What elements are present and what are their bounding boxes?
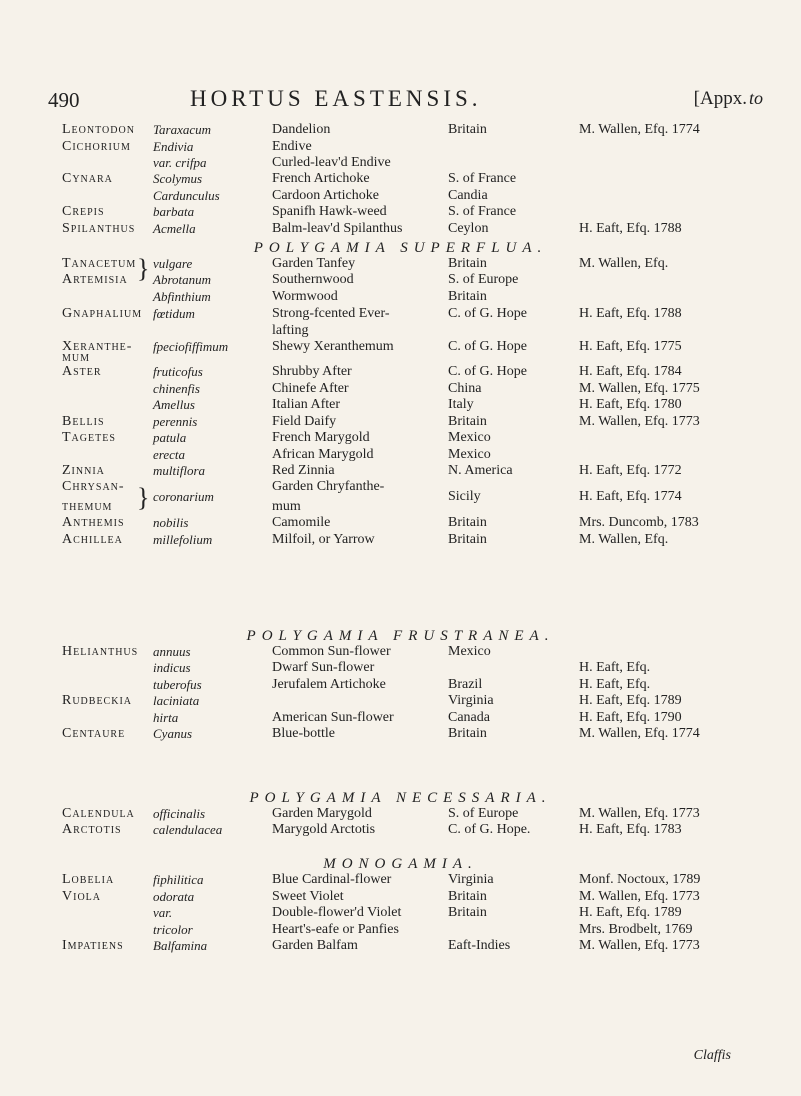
species: millefolium — [153, 532, 213, 547]
cultivator: H. Eaft, Efq. 1790 — [579, 710, 682, 725]
species: indicus — [153, 660, 191, 675]
native-country: Britain — [448, 726, 487, 741]
genus: Arctotis — [62, 822, 122, 837]
genus: Calendula — [62, 806, 135, 821]
english-name: mum — [272, 499, 301, 514]
native-country: Mexico — [448, 430, 491, 445]
english-name: French Artichoke — [272, 171, 370, 186]
cultivator: Mrs. Duncomb, 1783 — [579, 515, 699, 530]
english-name: Chinefe After — [272, 381, 349, 396]
cultivator: M. Wallen, Efq. 1775 — [579, 381, 700, 396]
english-name: Double-flower'd Violet — [272, 905, 402, 920]
species: coronarium — [153, 489, 214, 504]
native-country: S. of France — [448, 171, 517, 186]
genus: Tanacetum — [62, 256, 137, 271]
native-country: Eaft-Indies — [448, 938, 511, 953]
english-name: Sweet Violet — [272, 889, 344, 904]
english-name: Garden Balfam — [272, 938, 358, 953]
brace-xeranthemum: } — [137, 254, 150, 283]
genus: themum — [62, 499, 113, 514]
english-name: Blue Cardinal-flower — [272, 872, 392, 887]
native-country: Virginia — [448, 872, 494, 887]
native-country: C. of G. Hope — [448, 306, 527, 321]
native-country: Britain — [448, 905, 487, 920]
native-country: Britain — [448, 122, 487, 137]
english-name: American Sun-flower — [272, 710, 394, 725]
species: Scolymus — [153, 171, 203, 186]
genus: Rudbeckia — [62, 693, 133, 708]
english-name: Shewy Xeranthemum — [272, 339, 394, 354]
cultivator: M. Wallen, Efq. — [579, 256, 669, 271]
english-name: Field Daify — [272, 414, 337, 429]
genus: Gnaphalium — [62, 306, 143, 321]
genus: Anthemis — [62, 515, 125, 530]
species: Amellus — [153, 397, 195, 412]
species: fruticofus — [153, 364, 203, 379]
english-name: Dandelion — [272, 122, 331, 137]
native-country: Mexico — [448, 644, 491, 659]
genus: Crepis — [62, 204, 105, 219]
english-name: Italian After — [272, 397, 341, 412]
english-name: Camomile — [272, 515, 331, 530]
appendix-suffix: to — [748, 88, 763, 108]
english-name: Spanifh Hawk-weed — [272, 204, 387, 219]
english-name: Strong-fcented Ever- — [272, 306, 390, 321]
species: annuus — [153, 644, 191, 659]
english-name: lafting — [272, 323, 309, 338]
native-country: Canada — [448, 710, 490, 725]
brace-chrysanthemum: } — [137, 483, 150, 512]
species: tricolor — [153, 922, 193, 937]
species: Taraxacum — [153, 122, 212, 137]
genus: Impatiens — [62, 938, 124, 953]
species: odorata — [153, 889, 195, 904]
cultivator: H. Eaft, Efq. 1784 — [579, 364, 682, 379]
genus: Bellis — [62, 414, 105, 429]
section-heading: POLYGAMIA SUPERFLUA. — [253, 240, 548, 256]
genus: Centaure — [62, 726, 126, 741]
appendix-label: [Appx. to — [693, 88, 763, 109]
genus: Artemisia — [62, 272, 128, 287]
native-country: S. of France — [448, 204, 517, 219]
species: var. — [153, 905, 173, 920]
cultivator: M. Wallen, Efq. 1774 — [579, 726, 700, 741]
species: Endivia — [153, 139, 194, 154]
species: Balfamina — [153, 938, 208, 953]
species: Cardunculus — [153, 188, 220, 203]
english-name: Marygold Arctotis — [272, 822, 376, 837]
genus: Tagetes — [62, 430, 116, 445]
native-country: Brazil — [448, 677, 483, 692]
section-heading: POLYGAMIA FRUSTRANEA. — [246, 628, 555, 644]
native-country: C. of G. Hope — [448, 364, 527, 379]
cultivator: H. Eaft, Efq. 1780 — [579, 397, 682, 412]
running-title: HORTUS EASTENSIS. — [190, 86, 482, 111]
native-country: C. of G. Hope — [448, 339, 527, 354]
page-number: 490 — [48, 88, 80, 112]
species: fiphilitica — [153, 872, 204, 887]
english-name: Southernwood — [272, 272, 354, 287]
species: fœtidum — [153, 306, 195, 321]
genus: Zinnia — [62, 463, 105, 478]
cultivator: M. Wallen, Efq. 1773 — [579, 938, 700, 953]
species: var. crifpa — [153, 155, 207, 170]
cultivator: M. Wallen, Efq. — [579, 532, 669, 547]
cultivator: H. Eaft, Efq. — [579, 677, 651, 692]
english-name: Balm-leav'd Spilanthus — [272, 221, 403, 236]
english-name: Common Sun-flower — [272, 644, 391, 659]
species: calendulacea — [153, 822, 223, 837]
species: chinenfis — [153, 381, 200, 396]
english-name: Blue-bottle — [272, 726, 335, 741]
native-country: Virginia — [448, 693, 494, 708]
species: Abfinthium — [153, 289, 211, 304]
english-name: Cardoon Artichoke — [272, 188, 379, 203]
species: officinalis — [153, 806, 205, 821]
english-name: Milfoil, or Yarrow — [272, 532, 375, 547]
section-heading: MONOGAMIA. — [323, 856, 478, 872]
native-country: Candia — [448, 188, 488, 203]
english-name: Dwarf Sun-flower — [272, 660, 375, 675]
english-name: Endive — [272, 139, 312, 154]
cultivator: H. Eaft, Efq. 1789 — [579, 905, 682, 920]
species: fpeciofiffimum — [153, 339, 229, 354]
genus: Cynara — [62, 171, 113, 186]
native-country: Britain — [448, 515, 487, 530]
cultivator: M. Wallen, Efq. 1773 — [579, 806, 700, 821]
native-country: China — [448, 381, 482, 396]
native-country: Ceylon — [448, 221, 489, 236]
species: laciniata — [153, 693, 200, 708]
native-country: C. of G. Hope. — [448, 822, 531, 837]
cultivator: H. Eaft, Efq. — [579, 660, 651, 675]
cultivator: H. Eaft, Efq. 1775 — [579, 339, 682, 354]
section-heading: POLYGAMIA NECESSARIA. — [249, 790, 552, 806]
cultivator: M. Wallen, Efq. 1774 — [579, 122, 700, 137]
native-country: Britain — [448, 889, 487, 904]
english-name: Wormwood — [272, 289, 338, 304]
species: multiflora — [153, 463, 206, 478]
species: barbata — [153, 204, 195, 219]
english-name: French Marygold — [272, 430, 370, 445]
cultivator: H. Eaft, Efq. 1788 — [579, 306, 682, 321]
english-name: Jerufalem Artichoke — [272, 677, 386, 692]
english-name: Garden Marygold — [272, 806, 372, 821]
english-name: Curled-leav'd Endive — [272, 155, 391, 170]
english-name: African Marygold — [272, 447, 374, 462]
cultivator: H. Eaft, Efq. 1788 — [579, 221, 682, 236]
genus: mum — [62, 350, 91, 365]
cultivator: H. Eaft, Efq. 1774 — [579, 489, 682, 504]
genus: Viola — [62, 889, 101, 904]
page-header — [48, 88, 763, 118]
cultivator: H. Eaft, Efq. 1783 — [579, 822, 682, 837]
native-country: Sicily — [448, 489, 481, 504]
species: patula — [153, 430, 187, 445]
cultivator: M. Wallen, Efq. 1773 — [579, 414, 700, 429]
cultivator: H. Eaft, Efq. 1789 — [579, 693, 682, 708]
species: perennis — [153, 414, 198, 429]
native-country: Mexico — [448, 447, 491, 462]
species: nobilis — [153, 515, 189, 530]
cultivator: M. Wallen, Efq. 1773 — [579, 889, 700, 904]
species: Abrotanum — [153, 272, 212, 287]
english-name: Red Zinnia — [272, 463, 335, 478]
genus: Xeranthe- — [62, 339, 133, 354]
genus: Achillea — [62, 532, 123, 547]
genus: Chrysan- — [62, 479, 125, 494]
genus: Leontodon — [62, 122, 135, 137]
genus: Spilanthus — [62, 221, 136, 236]
genus: Aster — [62, 364, 102, 379]
cultivator: Mrs. Brodbelt, 1769 — [579, 922, 693, 937]
species: Cyanus — [153, 726, 192, 741]
cultivator: H. Eaft, Efq. 1772 — [579, 463, 682, 478]
english-name: Heart's-eafe or Panfies — [272, 922, 399, 937]
native-country: Britain — [448, 289, 487, 304]
species: hirta — [153, 710, 179, 725]
native-country: Britain — [448, 256, 487, 271]
genus: Lobelia — [62, 872, 115, 887]
native-country: S. of Europe — [448, 806, 519, 821]
species: Acmella — [153, 221, 196, 236]
catchword: Claffis — [693, 1048, 731, 1063]
native-country: Italy — [448, 397, 474, 412]
genus: Cichorium — [62, 139, 131, 154]
native-country: S. of Europe — [448, 272, 519, 287]
species: vulgare — [153, 256, 193, 271]
native-country: N. America — [448, 463, 513, 478]
english-name: Shrubby After — [272, 364, 352, 379]
english-name: Garden Tanfey — [272, 256, 356, 271]
species: tuberofus — [153, 677, 202, 692]
species: erecta — [153, 447, 185, 462]
cultivator: Monf. Noctoux, 1789 — [579, 872, 701, 887]
english-name: Garden Chryfanthe- — [272, 479, 385, 494]
genus: Helianthus — [62, 644, 139, 659]
native-country: Britain — [448, 414, 487, 429]
native-country: Britain — [448, 532, 487, 547]
